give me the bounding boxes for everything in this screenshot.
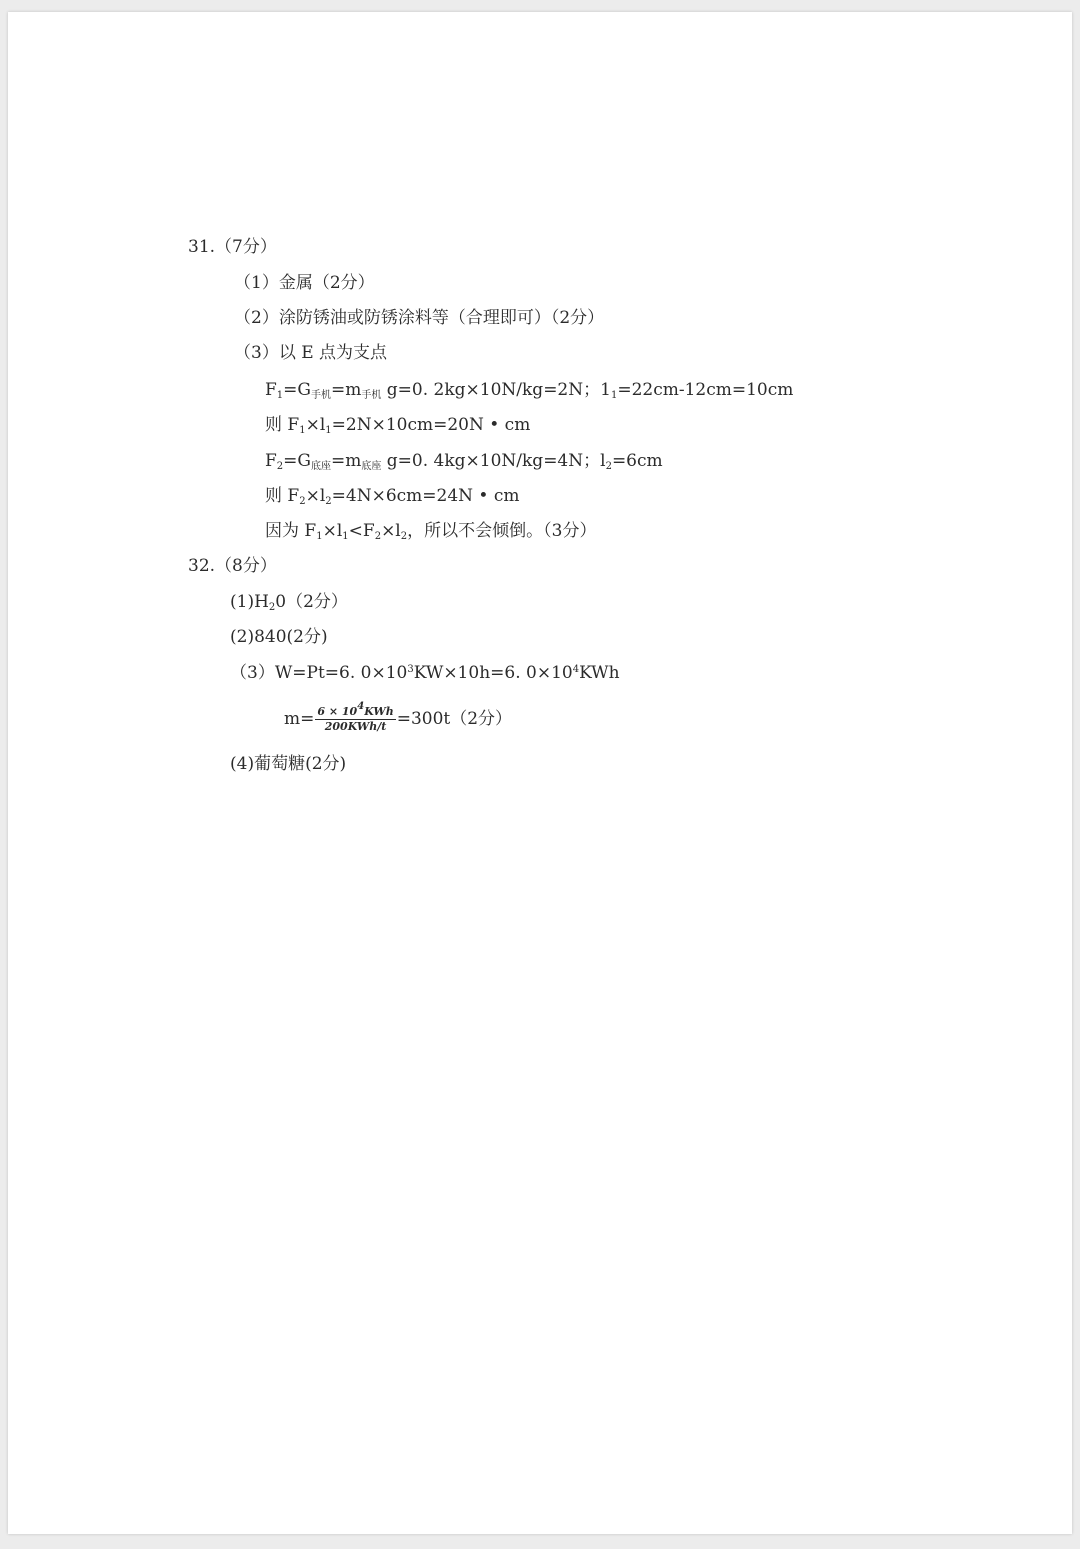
- q32-answer-3: （3）W=Pt=6. $0\times 10^3KW\times 10h=6$. $0\times 10^4KWh$: [230, 663, 620, 683]
- q32-answer-2: (2)840(2分): [230, 627, 328, 647]
- q31-answer-3-intro: （3）以 E 点为支点: [234, 343, 388, 363]
- q31-conclusion: 因为 $F_1\times l_1<F_2\times l_2$，所以不会倾倒。（3分）: [265, 521, 597, 542]
- q31-formula-f2: $F_2=G$底座=m底座 g=0. 4kg×10N/kg=4N；$l_2=6cm$: [265, 451, 663, 472]
- q32-answer-4: (4)葡萄糖(2分): [230, 754, 347, 774]
- q32-answer-1: $(1)H_20(2$分）: [230, 592, 348, 613]
- q31-moment-2: 则 $F_2\times l_2=4N\times 6cm=24N$ • cm: [265, 486, 520, 507]
- q31-moment-1: 则 $F_1\times l_1=2N\times 10cm=20N$ • cm: [265, 415, 531, 436]
- q31-formula-f1: $F_1=G$手机=m手机 g=0. 2kg×10N/kg=2N；$1_1=22cm-12cm=10cm$: [265, 380, 794, 401]
- q31-answer-1: （1）金属（2分）: [234, 273, 375, 293]
- q31-title: 31.（7分）: [188, 237, 277, 257]
- document-page: [8, 12, 1072, 1534]
- q31-answer-2: （2）涂防锈油或防锈涂料等（合理即可）（2分）: [234, 308, 605, 328]
- q32-title: 32.（8分）: [188, 556, 277, 576]
- fraction: $\frac{6 \times 10^4KWh}{\text{200KWh/t}}$: [317, 701, 394, 733]
- q32-mass-formula: m= $\frac{6 \times 10^4KWh}{\text{200KWh/t}}$ =300t（2分）: [284, 701, 513, 733]
